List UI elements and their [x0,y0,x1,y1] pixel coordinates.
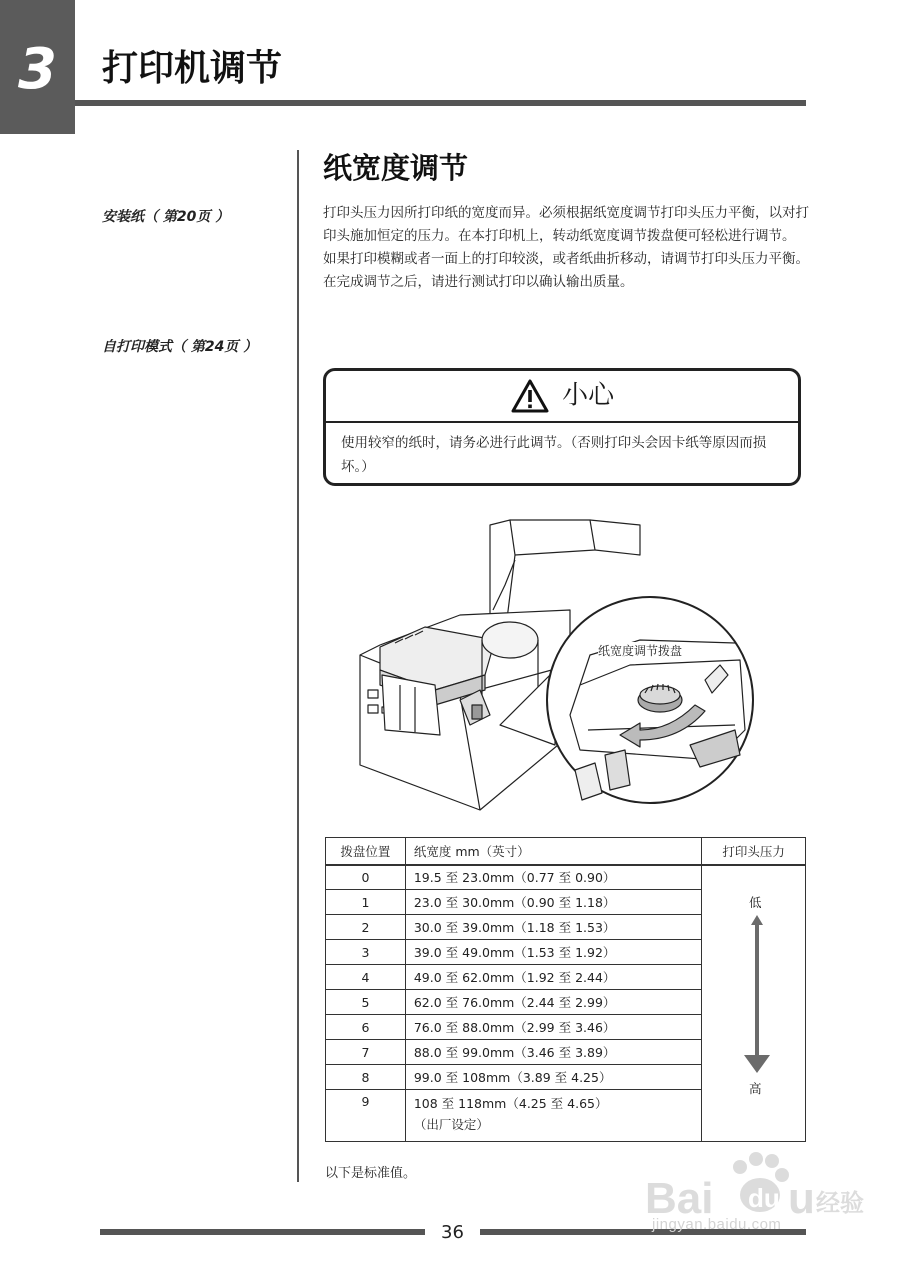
section-title: 纸宽度调节 [323,151,469,185]
intro-paragraph: 如果打印模糊或者一面上的打印较淡，或者纸曲折移动，请调节打印头压力平衡。 [323,251,809,267]
caution-header [326,371,798,423]
pressure-low-label: 低 [749,895,762,910]
watermark-url: jingyan.baidu.com [652,1216,782,1233]
paper-width-cell: 49.0 至 62.0mm（1.92 至 2.44） [405,965,701,990]
chapter-rule [75,100,806,106]
baidu-jingyan-watermark-logo [640,1145,870,1255]
intro-paragraph: 打印头压力因所打印纸的宽度而异。必须根据纸宽度调节打印头压力平衡，以对打印头施加恒定的压力。在本打印机上，转动纸宽度调节拨盘便可轻松进行调节。 [323,205,809,244]
paper-width-cell: 23.0 至 30.0mm（0.90 至 1.18） [405,890,701,915]
paper-width-cell: 99.0 至 108mm（3.89 至 4.25） [405,1065,701,1090]
dial-position-cell: 6 [326,1015,406,1040]
page-number: 36 [441,1222,464,1243]
paper-width-cell: 30.0 至 39.0mm（1.18 至 1.53） [405,915,701,940]
pressure-table [325,837,806,1142]
caution-text: 使用较窄的纸时，请务必进行此调节。（否则打印头会因卡纸等原因而损坏。） [341,435,767,475]
printer-illustration [340,515,760,815]
chapter-number: 3 [18,37,57,102]
caution-heading [326,377,798,414]
dial-position-cell: 2 [326,915,406,940]
paper-width-cell [405,1090,701,1142]
svg-text:Bai: Bai [645,1174,714,1223]
intro-text [323,202,809,294]
dial-position-cell: 0 [326,865,406,890]
paper-width-cell: 39.0 至 49.0mm（1.53 至 1.92） [405,940,701,965]
dial-position-cell: 8 [326,1065,406,1090]
paper-width-cell: 88.0 至 99.0mm（3.46 至 3.89） [405,1040,701,1065]
paper-width-cell: 62.0 至 76.0mm（2.44 至 2.99） [405,990,701,1015]
cross-reference-link[interactable]: 自打印模式（ 第24页 ） [102,339,258,355]
paper-width-cell: 76.0 至 88.0mm（2.99 至 3.46） [405,1015,701,1040]
dial-position-cell: 1 [326,890,406,915]
dial-position-cell: 3 [326,940,406,965]
svg-text:经验: 经验 [816,1189,864,1217]
dial-position-cell: 9 [326,1090,406,1142]
column-header: 拨盘位置 [326,838,406,865]
intro-paragraph: 在完成调节之后，请进行测试打印以确认输出质量。 [323,274,634,290]
dial-position-cell: 4 [326,965,406,990]
dial-position-cell: 7 [326,1040,406,1065]
pressure-direction-arrow-icon [744,915,770,1073]
dial-callout-label: 纸宽度调节拨盘 [598,644,683,658]
caution-heading-text: 小心 [562,380,615,411]
sidebar-divider [297,150,299,1182]
table-note: 以下是标准值。 [325,1166,417,1181]
svg-text:u: u [788,1174,815,1223]
column-header: 打印头压力 [702,838,806,865]
factory-default-note: （出厂设定） [413,1117,489,1132]
paper-width-value: 108 至 118mm（4.25 至 4.65） [413,1096,608,1111]
table-row [326,865,806,890]
column-header: 纸宽度 mm（英寸） [405,838,701,865]
caution-box [323,368,801,486]
footer-rule [100,1229,425,1235]
dial-position-cell: 5 [326,990,406,1015]
table-header-row [326,838,806,865]
warning-triangle-icon [510,378,550,414]
cross-reference-link[interactable]: 安装纸（ 第20页 ） [102,209,230,225]
pressure-high-label: 高 [749,1081,762,1096]
chapter-title: 打印机调节 [102,48,283,89]
paper-width-cell: 19.5 至 23.0mm（0.77 至 0.90） [405,865,701,890]
svg-text:du: du [748,1183,780,1213]
